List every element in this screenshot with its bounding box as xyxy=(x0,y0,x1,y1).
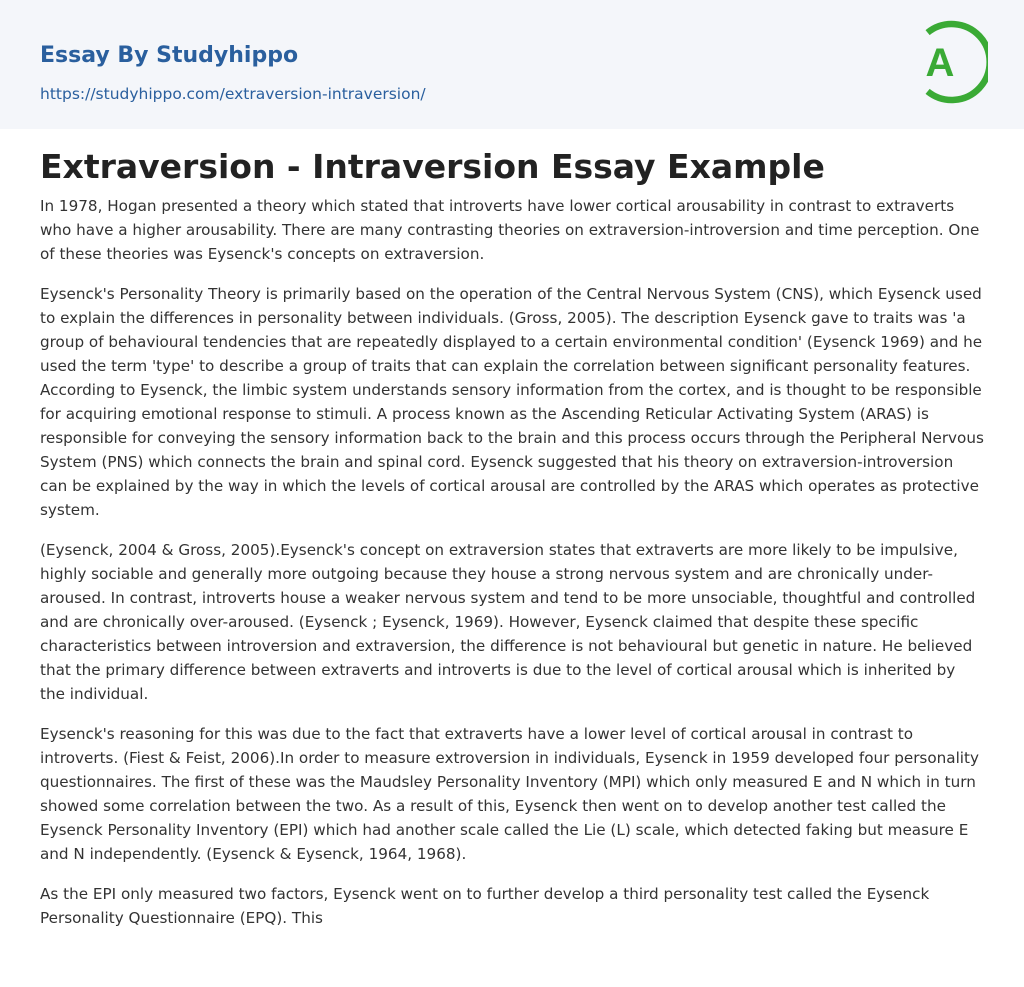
article-paragraph: (Eysenck, 2004 & Gross, 2005).Eysenck's concept on extraversion states that extraverts are more likely to be impulsive, highly sociable and generally more outgoing because they house a strong nervous system and are chronically under-aroused. In contrast, introverts house a weaker nervous system and tend to be more unsociable, thoughtful and controlled and are chronically over-aroused. (Eysenck ; Eysenck, 1969). However, Eysenck claimed that despite these specific characteristics between introversion and extraversion, the difference is not behavioural but genetic in nature. He believed that the primary difference between extraverts and introverts is due to the level of cortical arousal which is inherited by the individual. xyxy=(40,541,976,703)
page-url-link[interactable]: https://studyhippo.com/extraversion-intraversion/ xyxy=(40,85,426,103)
article-title: Extraversion - Intraversion Essay Example xyxy=(40,147,825,186)
article-body xyxy=(40,143,984,946)
logo-letter: A xyxy=(925,41,955,85)
article-paragraph: Eysenck's reasoning for this was due to the fact that extraverts have a lower level of cortical arousal in contrast to introverts. (Fiest & Feist, 2006).In order to measure extroversion in individuals, Eysenck in 1959 developed four personality questionnaires. The first of these was the Maudsley Personality Inventory (MPI) which only measured E and N which in turn showed some correlation between the two. As a result of this, Eysenck then went on to develop another test called the Eysenck Personality Inventory (EPI) which had another scale called the Lie (L) scale, which detected faking but measure E and N independently. (Eysenck & Eysenck, 1964, 1968). xyxy=(40,725,979,863)
article-paragraph: As the EPI only measured two factors, Eysenck went on to further develop a third personality test called the Eysenck Personality Questionnaire (EPQ). This xyxy=(40,885,930,927)
logo-icon xyxy=(910,18,988,106)
article-paragraph: In 1978, Hogan presented a theory which stated that introverts have lower cortical arousability in contrast to extraverts who have a higher arousability. There are many contrasting theories on extraversion-introversion and time perception. One of these theories was Eysenck's concepts on extraversion. xyxy=(40,197,980,263)
studyhippo-logo[interactable] xyxy=(910,18,988,106)
article-paragraph: Eysenck's Personality Theory is primarily based on the operation of the Central Nervous System (CNS), which Eysenck used to explain the differences in personality between individuals. (Gross, 2005). The description Eysenck gave to traits was 'a group of behavioural tendencies that are repeatedly displayed to a certain environmental condition' (Eysenck 1969) and he used the term 'type' to describe a group of traits that can explain the correlation between significant personality features. According to Eysenck, the limbic system understands sensory information from the cortex, and is thought to be responsible for acquiring emotional response to stimuli. A process known as the Ascending Reticular Activating System (ARAS) is responsible for conveying the sensory information back to the brain and this process occurs through the Peripheral Nervous System (PNS) which connects the brain and spinal cord. Eysenck suggested that his theory on extraversion-introversion can be explained by the way in which the levels of cortical arousal are controlled by the ARAS which operates as protective system. xyxy=(40,285,984,519)
site-brand[interactable]: Essay By Studyhippo xyxy=(40,43,299,68)
site-header xyxy=(0,0,1024,129)
